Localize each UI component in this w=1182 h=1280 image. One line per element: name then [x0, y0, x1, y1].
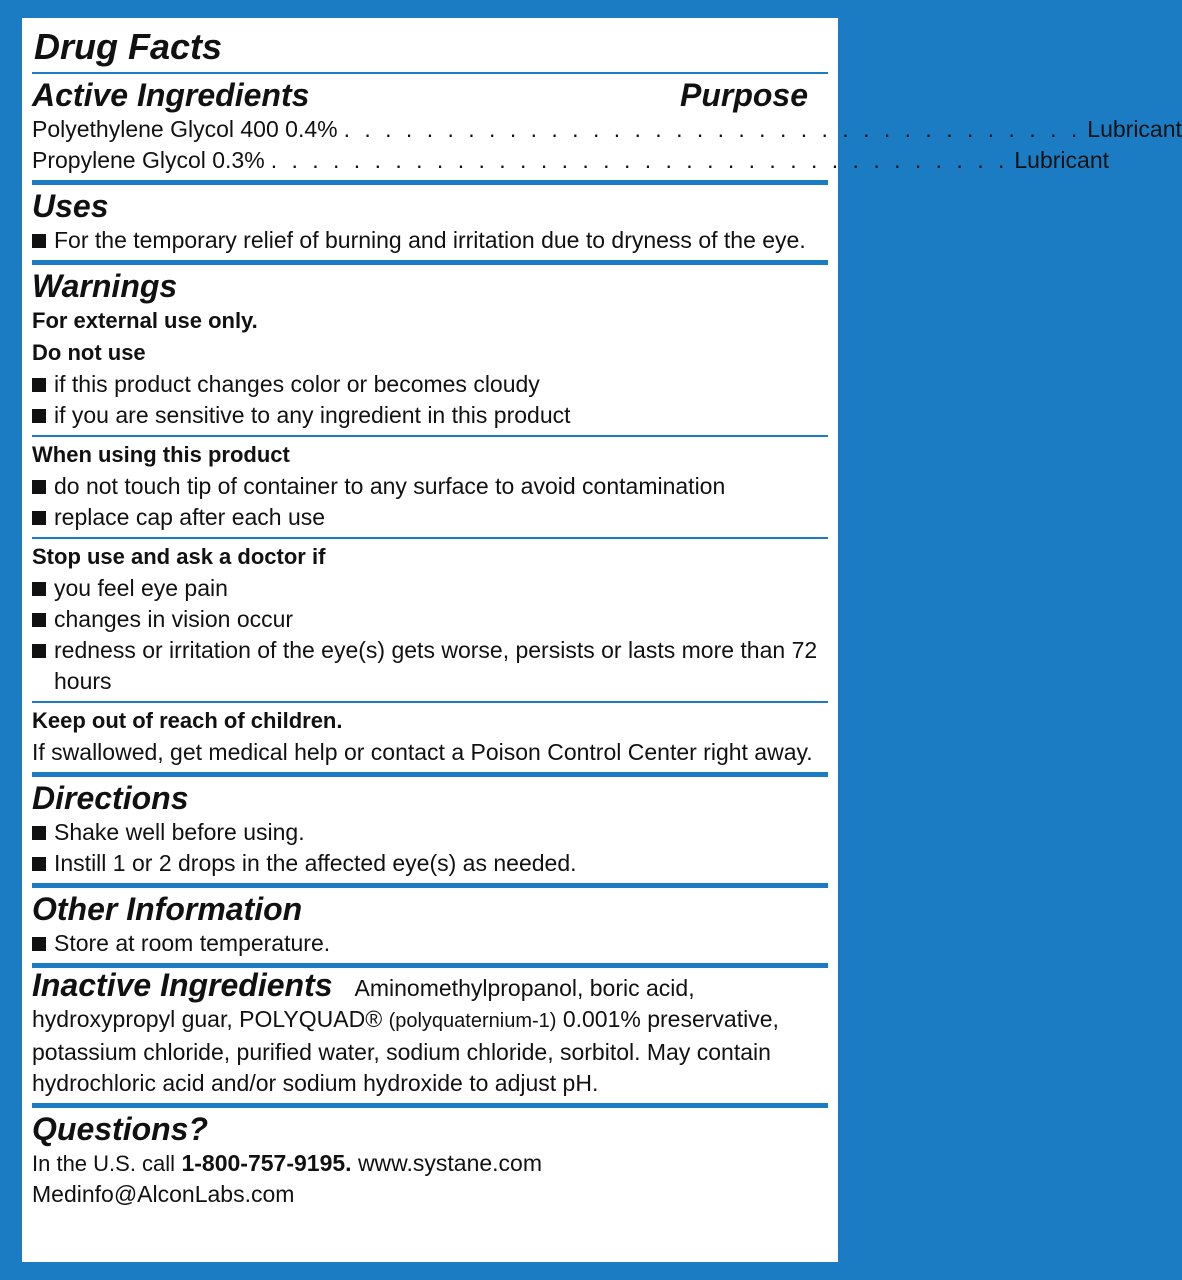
- list-item: [32, 604, 828, 635]
- active-ingredient-row: [32, 114, 1182, 145]
- list-item-text: Shake well before using.: [54, 819, 305, 845]
- active-ingredients-heading: Active Ingredients: [32, 77, 310, 113]
- list-item: [32, 400, 828, 431]
- bullet-square-icon: [32, 826, 46, 840]
- list-item-text: For the temporary relief of burning and irritation due to dryness of the eye.: [54, 227, 806, 253]
- directions-heading: Directions: [32, 780, 189, 816]
- bullet-square-icon: [32, 480, 46, 494]
- divider-thick: [32, 260, 828, 265]
- list-item: [32, 225, 828, 256]
- bullet-square-icon: [32, 511, 46, 525]
- registered-mark: ®: [365, 1006, 383, 1032]
- list-item: [32, 573, 828, 604]
- ingredient-name: Propylene Glycol 0.3%: [32, 147, 265, 173]
- warnings-heading: Warnings: [32, 268, 178, 304]
- list-item-text: replace cap after each use: [54, 504, 326, 530]
- divider: [32, 435, 828, 437]
- stop-use-heading: Stop use and ask a doctor if: [32, 544, 326, 569]
- list-item: [32, 848, 828, 879]
- list-item-text: changes in vision occur: [54, 606, 294, 632]
- list-item: [32, 817, 828, 848]
- active-header-row: [32, 76, 828, 114]
- ingredient-name: Polyethylene Glycol 400 0.4%: [32, 116, 338, 142]
- inactive-ingredients-block: [32, 967, 828, 1099]
- keep-out-heading: Keep out of reach of children.: [32, 708, 343, 733]
- uses-heading: Uses: [32, 188, 109, 224]
- bullet-square-icon: [32, 582, 46, 596]
- website-link[interactable]: www.systane.com: [357, 1150, 542, 1176]
- list-item-text: Instill 1 or 2 drops in the affected eye(s) as needed.: [54, 850, 577, 876]
- list-item: [32, 502, 828, 533]
- bullet-square-icon: [32, 613, 46, 627]
- bullet-square-icon: [32, 857, 46, 871]
- divider-thick: [32, 180, 828, 185]
- divider: [32, 537, 828, 539]
- inactive-ingredients-heading: Inactive Ingredients: [32, 967, 333, 1003]
- bullet-square-icon: [32, 937, 46, 951]
- do-not-use-heading: Do not use: [32, 340, 146, 365]
- inactive-text-part2: 0.001% preservative, potassium chloride, purified water, sodium chloride, sorbitol. May contain hydrochloric acid and/or sodium hydroxide to adjust pH.: [32, 1006, 779, 1096]
- inactive-text-part1: Aminomethylpropanol, boric acid, hydroxypropyl guar, POLYQUAD: [32, 975, 695, 1032]
- inactive-small-text: (polyquaternium-1): [388, 1010, 557, 1032]
- when-using-heading: When using this product: [32, 442, 290, 467]
- list-item-text: if this product changes color or becomes cloudy: [54, 371, 540, 397]
- drug-facts-panel: [20, 16, 1182, 1264]
- list-item-text: you feel eye pain: [54, 575, 228, 601]
- list-item-text: if you are sensitive to any ingredient in this product: [54, 402, 571, 428]
- leader-dots: . . . . . . . . . . . . . . . . . . . . . . . . . . . . . . . . . . . .: [270, 147, 1009, 173]
- other-information-heading: Other Information: [32, 891, 303, 927]
- list-item-text: do not touch tip of container to any surface to avoid contamination: [54, 473, 726, 499]
- leader-dots: . . . . . . . . . . . . . . . . . . . . . . . . . . . . . . . . . . . .: [343, 116, 1082, 142]
- list-item: [32, 369, 828, 400]
- questions-call-line: [32, 1148, 828, 1179]
- active-ingredient-row: [32, 145, 1110, 176]
- list-item-text: redness or irritation of the eye(s) gets worse, persists or lasts more than 72 hours: [54, 637, 818, 694]
- list-item: [32, 928, 828, 959]
- keep-out-text: If swallowed, get medical help or contact a Poison Control Center right away.: [32, 739, 813, 765]
- email-link[interactable]: Medinfo@AlconLabs.com: [32, 1181, 295, 1207]
- divider: [32, 72, 828, 74]
- external-use-text: For external use only.: [32, 308, 258, 333]
- bullet-square-icon: [32, 644, 46, 658]
- divider-thick: [32, 883, 828, 888]
- list-item-text: Store at room temperature.: [54, 930, 331, 956]
- bullet-square-icon: [32, 409, 46, 423]
- divider-thick: [32, 772, 828, 777]
- divider: [32, 701, 828, 703]
- call-prefix: In the U.S. call: [32, 1151, 176, 1176]
- bullet-square-icon: [32, 378, 46, 392]
- ingredient-purpose: Lubricant: [1014, 147, 1110, 173]
- purpose-heading: Purpose: [679, 77, 808, 113]
- list-item: [32, 635, 828, 697]
- bullet-square-icon: [32, 234, 46, 248]
- list-item: [32, 471, 828, 502]
- ingredient-purpose: Lubricant: [1087, 116, 1182, 142]
- questions-heading: Questions?: [32, 1111, 209, 1147]
- divider-thick: [32, 1103, 828, 1108]
- phone-number: 1-800-757-9195.: [181, 1150, 352, 1176]
- drug-facts-title: Drug Facts: [34, 26, 223, 67]
